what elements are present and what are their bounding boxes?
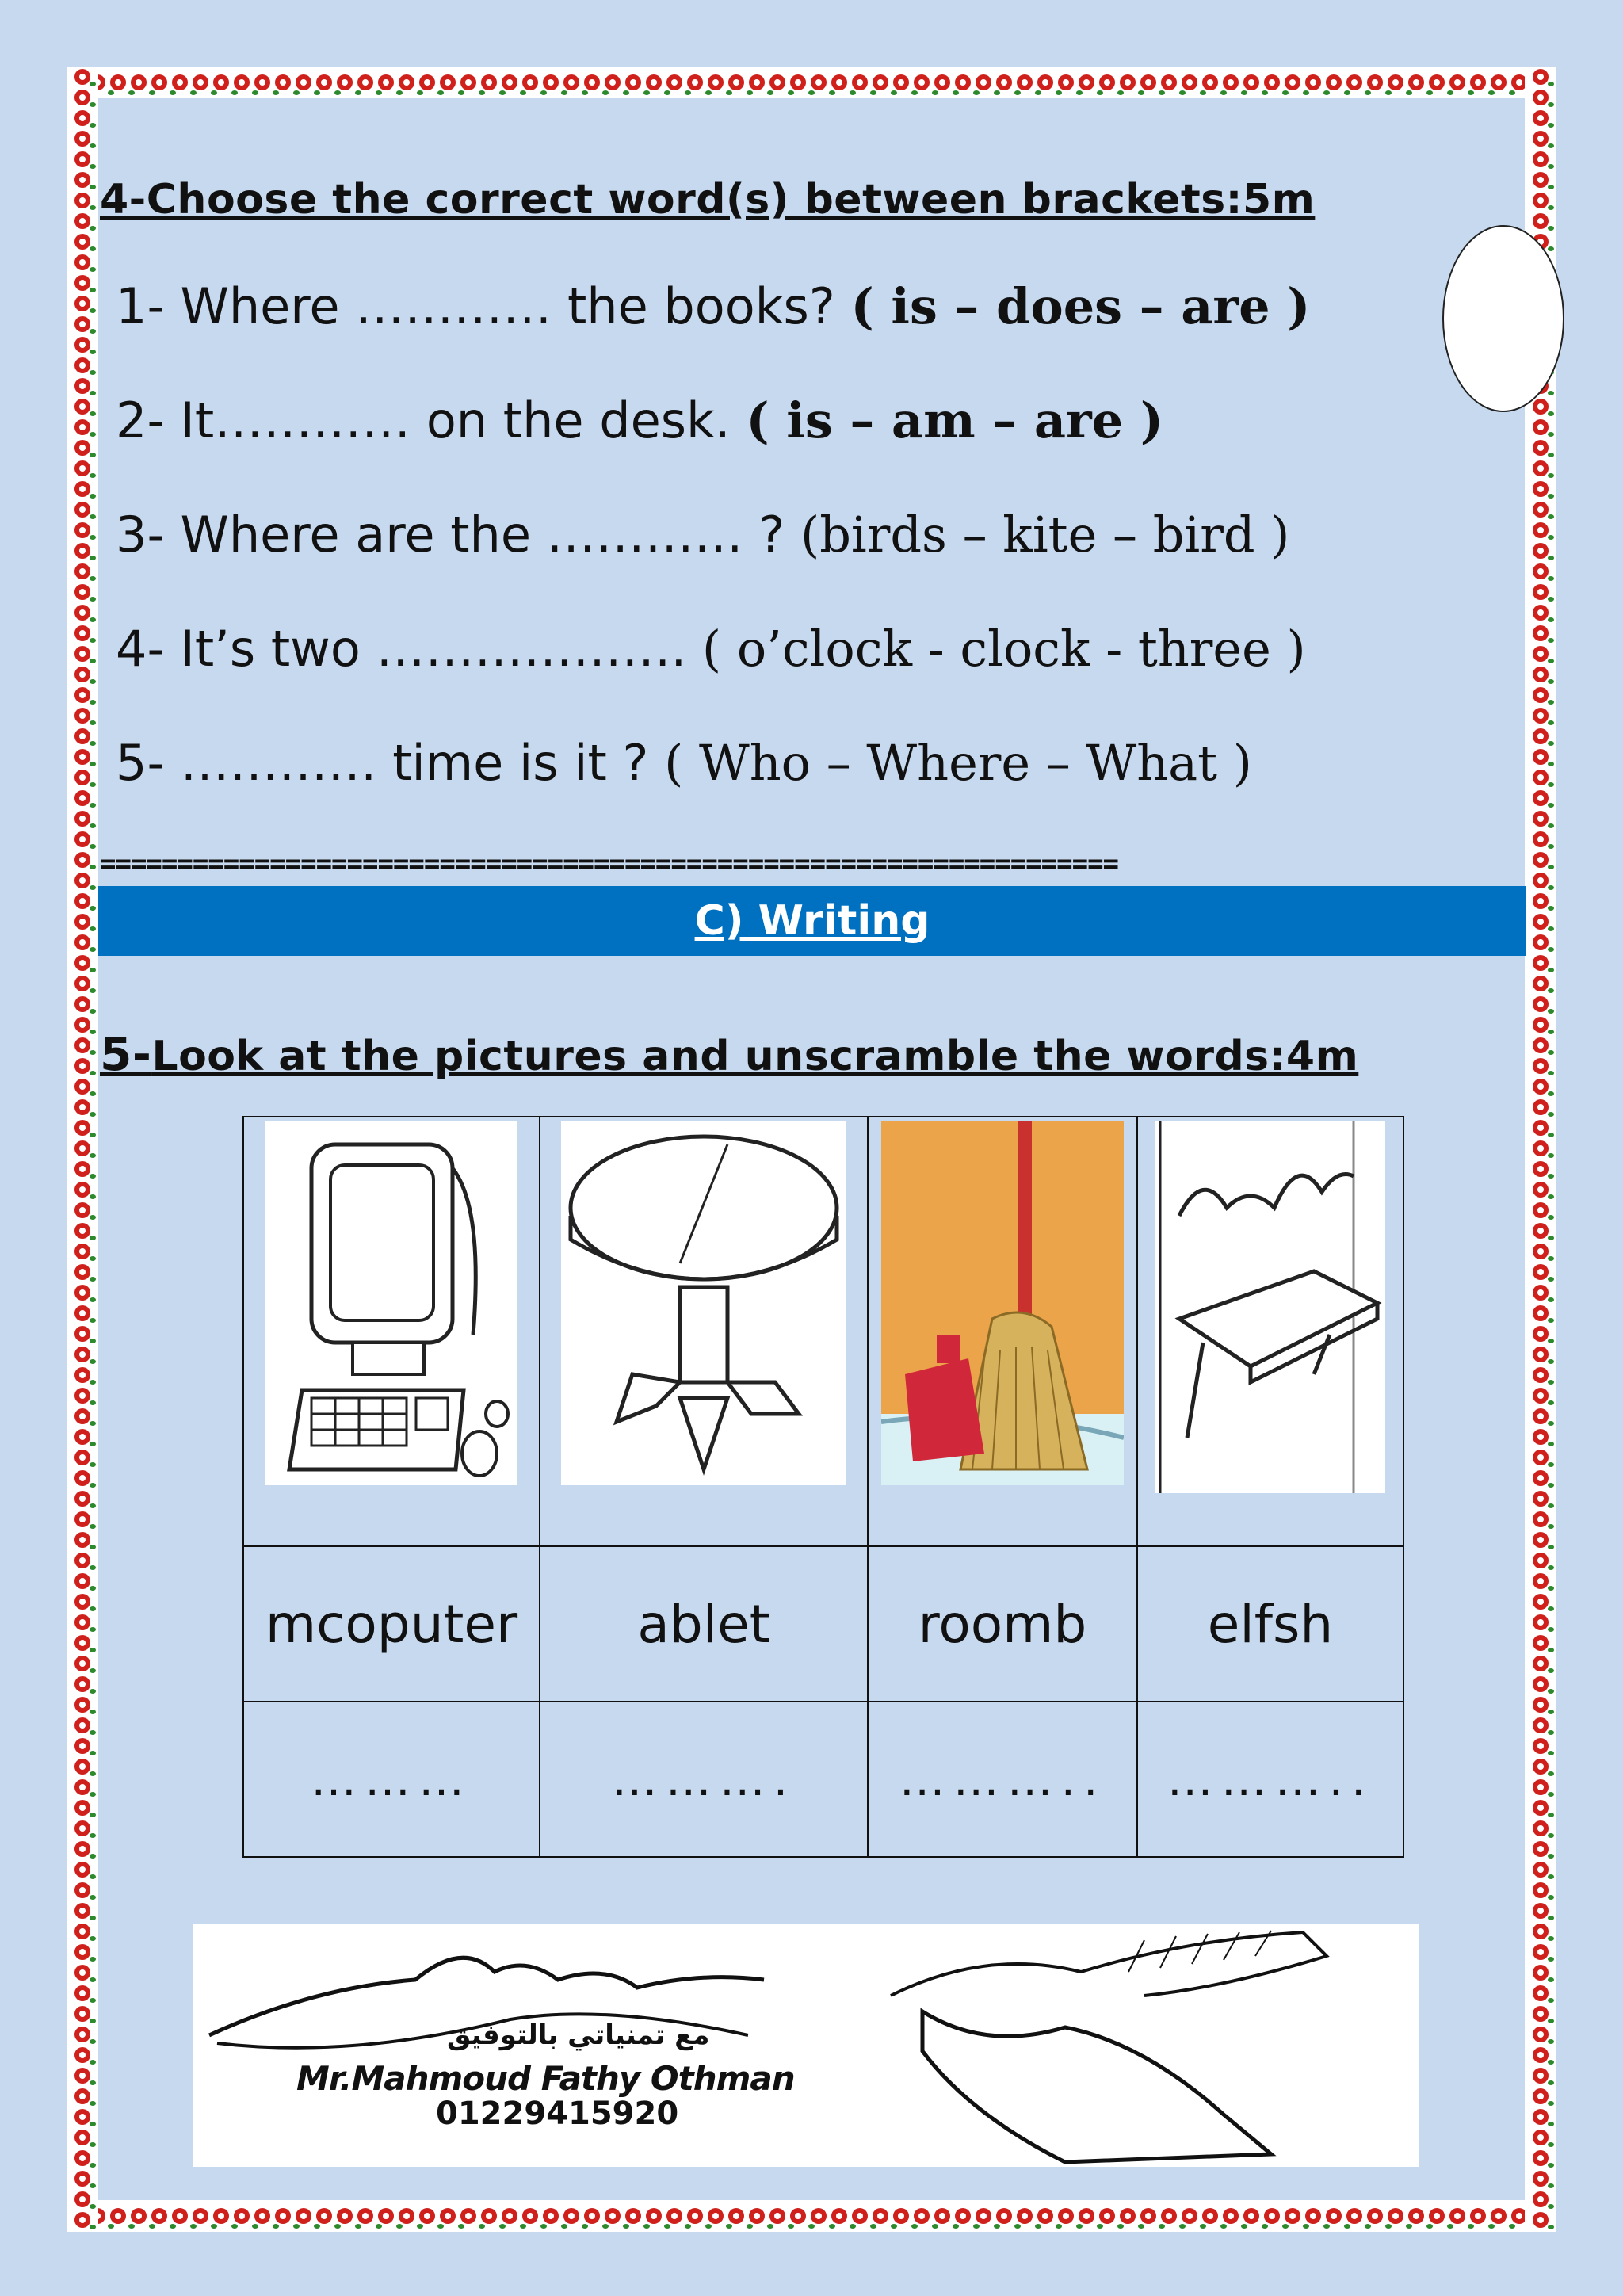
computer-picture [265,1121,517,1485]
page-border-bottom [67,2200,1556,2232]
item-text: Where are the ………… ? [180,506,801,563]
item-options: ( is – does – are ) [850,277,1311,335]
question-4-item-5 [116,734,1252,792]
picture-cell-broom [868,1117,1137,1546]
answer-blank-1[interactable]: ……… [243,1702,540,1857]
unscramble-table [242,1116,1404,1858]
item-number: 3- [116,506,181,563]
answer-blank-4[interactable]: ……….. [1137,1702,1403,1857]
picture-cell-shelf [1137,1117,1403,1546]
question-4-title: 4-Choose the correct word(s) between brackets:5m [100,176,1316,223]
question-4-item-4 [116,620,1306,678]
scrambled-word-3: roomb [868,1546,1137,1702]
item-text: It………… on the desk. [180,392,747,449]
item-text: ………… time is it ? [180,734,665,792]
item-text: Where ………… the books? [180,277,851,335]
item-number: 2- [116,392,181,449]
picture-cell-computer [243,1117,540,1546]
score-oval [1442,225,1564,412]
answer-blank-3[interactable]: ……….. [868,1702,1137,1857]
separator-line: ================================================================== [100,852,1119,876]
question-5-title [100,1027,1358,1081]
item-number: 5- [116,734,181,792]
broom-picture [881,1121,1124,1485]
teacher-signature [193,1924,1419,2167]
item-text: It’s two ………………. [180,620,702,678]
question-4-item-1 [116,277,1310,335]
question-4-item-2 [116,392,1163,449]
item-options: (birds – kite – bird ) [800,506,1290,563]
scrambled-word-1: mcoputer [243,1546,540,1702]
item-number: 1- [116,277,181,335]
answer-blank-2[interactable]: ………. [540,1702,868,1857]
question-5-number: 5- [100,1027,152,1081]
page-border-top [67,67,1556,98]
shelf-picture [1155,1121,1385,1493]
scrambled-word-4: elfsh [1137,1546,1403,1702]
question-5-text: Look at the pictures and unscramble the words:4m [151,1033,1359,1080]
signature-arabic: مع تمنياتي بالتوفيق [447,2019,710,2051]
item-options: ( is – am – are ) [746,392,1164,449]
scrambled-word-2: ablet [540,1546,868,1702]
teacher-phone: 01229415920 [436,2095,679,2132]
item-number: 4- [116,620,181,678]
section-c-banner [98,886,1526,956]
item-options: ( Who – Where – What ) [664,734,1252,792]
page-border-left [67,67,98,2232]
teacher-name: Mr.Mahmoud Fathy Othman [296,2059,795,2098]
section-c-title: C) Writing [694,897,930,945]
picture-cell-table [540,1117,868,1546]
table-picture [561,1121,846,1485]
signature-drawing [193,1924,1419,2167]
item-options: ( o’clock - clock - three ) [701,620,1306,678]
question-4-item-3 [116,506,1289,563]
